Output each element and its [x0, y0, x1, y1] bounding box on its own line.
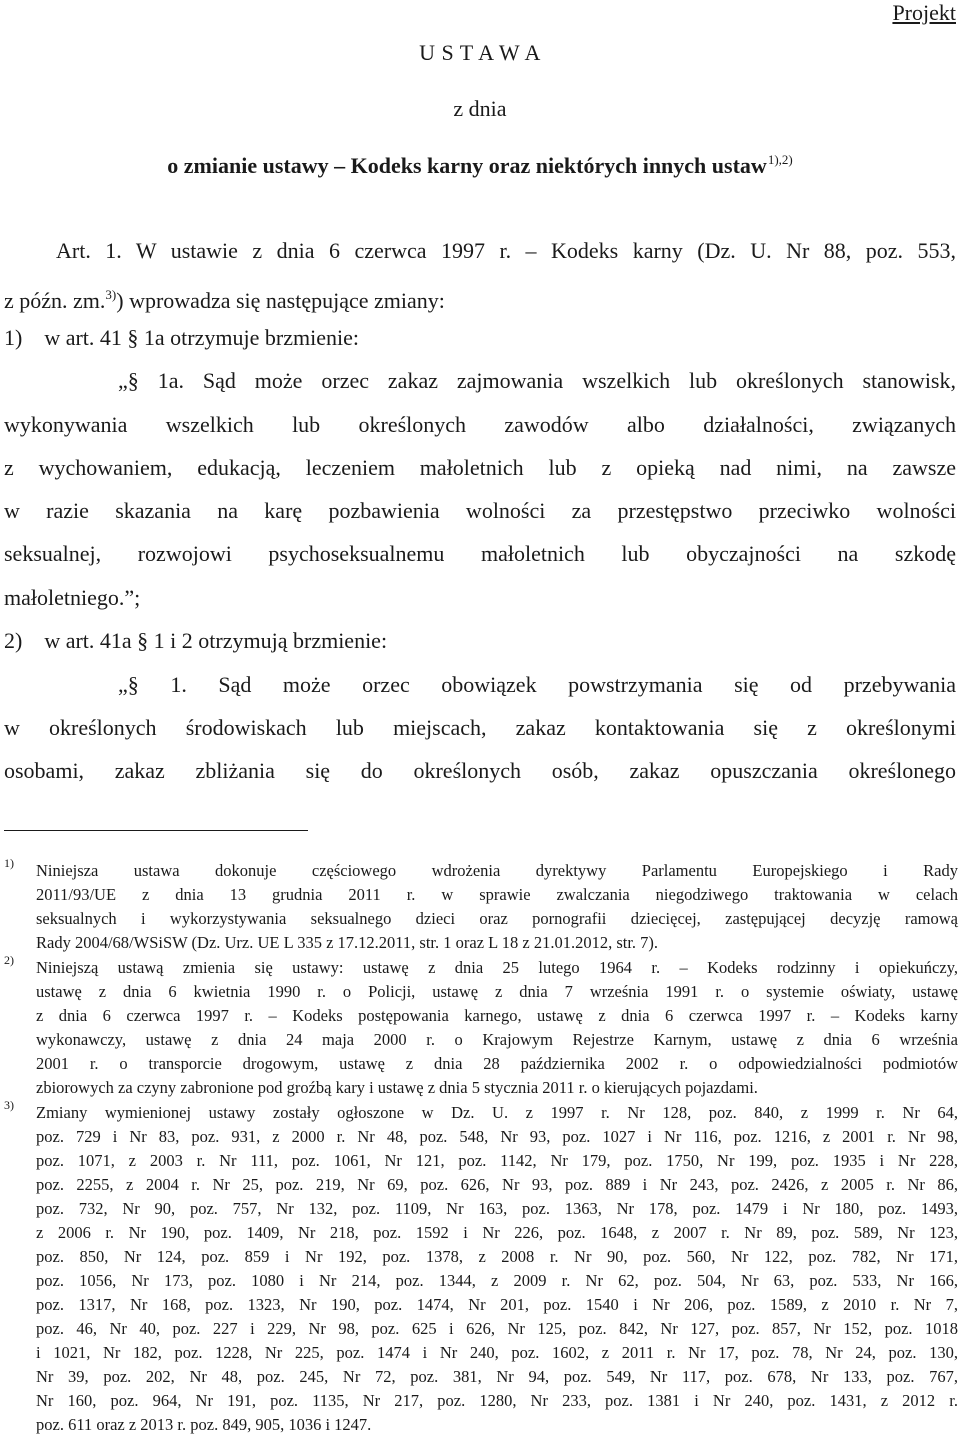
- act-heading: U S T A W A: [419, 40, 541, 65]
- point-2-quote-line-2: w określonych środowiskach lub miejscach, zakaz kontaktowania się z określonymi: [4, 715, 956, 740]
- act-subject-title: [0, 152, 960, 179]
- footnote-1-number: 1): [4, 856, 14, 870]
- art1-line-2-a: z późn. zm.: [4, 288, 106, 313]
- footnote-3-line: poz. 1071, z 2003 r. Nr 111, poz. 1061, Nr 121, poz. 1142, Nr 179, poz. 1750, Nr 199, poz. 1935 i Nr 228,: [36, 1151, 958, 1170]
- point-1-intro: 1) w art. 41 § 1a otrzymuje brzmienie:: [4, 325, 359, 350]
- footnote-1-line: 2011/93/UE z dnia 13 grudnia 2011 r. w sprawie zwalczania niegodziwego traktowania w celach: [36, 885, 958, 904]
- point-2-intro: 2) w art. 41a § 1 i 2 otrzymują brzmienie:: [4, 628, 388, 653]
- footnote-3-line: poz. 46, Nr 40, poz. 227 i 229, Nr 98, poz. 625 i 626, Nr 125, poz. 842, Nr 127, poz. 857, Nr 152, poz. 1018: [36, 1319, 958, 1338]
- footnote-3-line: i 1021, Nr 182, poz. 1228, Nr 225, poz. 1474 i Nr 240, poz. 1602, z 2011 r. Nr 17, poz. 78, Nr 24, poz. 130,: [36, 1343, 958, 1362]
- footnote-2-number: 2): [4, 953, 14, 967]
- footnote-2-line: wykonawczy, ustawę z dnia 24 maja 2000 r. o Krajowym Rejestrze Karnym, ustawę z dnia 6 września: [36, 1030, 958, 1049]
- footnote-3-line: poz. 850, Nr 124, poz. 859 i Nr 192, poz. 1378, z 2008 r. Nr 90, poz. 560, Nr 122, poz. 782, Nr 171,: [36, 1247, 958, 1266]
- footnote-1-line: Niniejsza ustawa dokonuje częściowego wdrożenia dyrektywy Parlamentu Europejskiego i Rady: [36, 861, 958, 880]
- footnote-3-line: Nr 39, poz. 202, Nr 48, poz. 245, Nr 72, poz. 381, Nr 94, poz. 549, Nr 117, poz. 678, Nr 133, poz. 767,: [36, 1367, 958, 1386]
- point-1-quote-line-2: wykonywania wszelkich lub określonych zawodów albo działalności, związanych: [4, 412, 956, 437]
- footnote-3-line: z 2006 r. Nr 190, poz. 1409, Nr 218, poz. 1592 i Nr 226, poz. 1648, z 2007 r. Nr 89, poz. 589, Nr 123,: [36, 1223, 958, 1242]
- point-1-quote-line-6: małoletniego.”;: [4, 585, 141, 610]
- footnote-3-line: poz. 729 i Nr 83, poz. 931, z 2000 r. Nr 48, poz. 548, Nr 93, poz. 1027 i Nr 116, poz. 1216, z 2001 r. Nr 98,: [36, 1127, 958, 1146]
- footnote-2-line: 2001 r. o transporcie drogowym, ustawę z dnia 28 października 2002 r. o odpowiedzialności podmiotów: [36, 1054, 958, 1073]
- footnote-2-line: ustawę z dnia 6 kwietnia 1990 r. o Policji, ustawę z dnia 7 września 1991 r. o systemie oświaty, ustawę: [36, 982, 958, 1001]
- footnote-2-line: zbiorowych za czyny zabronione pod groźbą kary i ustawę z dnia 5 stycznia 2011 r. o kierujących pojazdami.: [36, 1078, 758, 1097]
- art1-line-2-b: ) wprowadza się następujące zmiany:: [116, 288, 445, 313]
- act-subject-text: o zmianie ustawy – Kodeks karny oraz niektórych innych ustaw: [167, 153, 767, 178]
- footnote-2-line: z dnia 6 czerwca 1997 r. – Kodeks postępowania karnego, ustawę z dnia 6 czerwca 1997 r. – Kodeks karny: [36, 1006, 958, 1025]
- footnote-3-line: poz. 611 oraz z 2013 r. poz. 849, 905, 1036 i 1247.: [36, 1415, 372, 1434]
- footnote-3-line: poz. 1056, Nr 173, poz. 1080 i Nr 214, poz. 1344, z 2009 r. Nr 62, poz. 504, Nr 63, poz. 533, Nr 166,: [36, 1271, 958, 1290]
- footnote-3-line: poz. 2255, z 2004 r. Nr 25, poz. 219, Nr 69, poz. 626, Nr 93, poz. 889 i Nr 243, poz. 2426, z 2005 r. Nr 86,: [36, 1175, 958, 1194]
- footnote-1-line: seksualnych i wykorzystywania seksualnego dzieci oraz pornografii dziecięcej, zastępującej decyzję ramową: [36, 909, 958, 928]
- act-date-line: z dnia: [453, 96, 507, 121]
- point-1-quote-line-3: z wychowaniem, edukacją, leczeniem małoletnich lub z opieką nad nimi, na zawsze: [4, 455, 956, 480]
- footnote-3-number: 3): [4, 1098, 14, 1112]
- footnote-1-line: Rady 2004/68/WSiSW (Dz. Urz. UE L 335 z 17.12.2011, str. 1 oraz L 18 z 21.01.2012, str. 7).: [36, 933, 659, 952]
- point-2-quote-line-1: „§ 1. Sąd może orzec obowiązek powstrzymania się od przebywania: [118, 672, 956, 697]
- point-1-quote-line-1: „§ 1a. Sąd może orzec zakaz zajmowania wszelkich lub określonych stanowisk,: [118, 368, 956, 393]
- art1-line-2: [4, 282, 956, 314]
- projekt-label: Projekt: [892, 0, 956, 25]
- footnote-3-line: Zmiany wymienionej ustawy zostały ogłoszone w Dz. U. z 1997 r. Nr 128, poz. 840, z 1999 r. Nr 64,: [36, 1103, 958, 1122]
- footnote-3-line: poz. 1317, Nr 168, poz. 1323, Nr 190, poz. 1474, Nr 201, poz. 1540 i Nr 206, poz. 1589, z 2010 r. Nr 7,: [36, 1295, 958, 1314]
- footnote-3-line: Nr 160, poz. 964, Nr 191, poz. 1135, Nr 217, poz. 1280, Nr 233, poz. 1381 i Nr 240, poz. 1431, z 2012 r.: [36, 1391, 958, 1410]
- footnote-3-line: poz. 732, Nr 90, poz. 757, Nr 132, poz. 1109, Nr 163, poz. 1363, Nr 178, poz. 1479 i Nr 180, poz. 1493,: [36, 1199, 958, 1218]
- footnote-2-line: Niniejszą ustawą zmienia się ustawy: ustawę z dnia 25 lutego 1964 r. – Kodeks rodzinny i opiekuńczy,: [36, 958, 958, 977]
- title-footnote-refs: 1),2): [767, 152, 793, 167]
- point-1-quote-line-4: w razie skazania na karę pozbawienia wolności za przestępstwo przeciwko wolności: [4, 498, 956, 523]
- art1-footnote-ref: 3): [105, 287, 117, 302]
- footnote-separator: [4, 830, 308, 831]
- point-2-quote-line-3: osobami, zakaz zbliżania się do określonych osób, zakaz opuszczania określonego: [4, 758, 956, 783]
- point-1-quote-line-5: seksualnej, rozwojowi psychoseksualnemu małoletnich lub obyczajności na szkodę: [4, 541, 956, 566]
- art1-line-1: Art. 1. W ustawie z dnia 6 czerwca 1997 r. – Kodeks karny (Dz. U. Nr 88, poz. 553,: [56, 238, 956, 263]
